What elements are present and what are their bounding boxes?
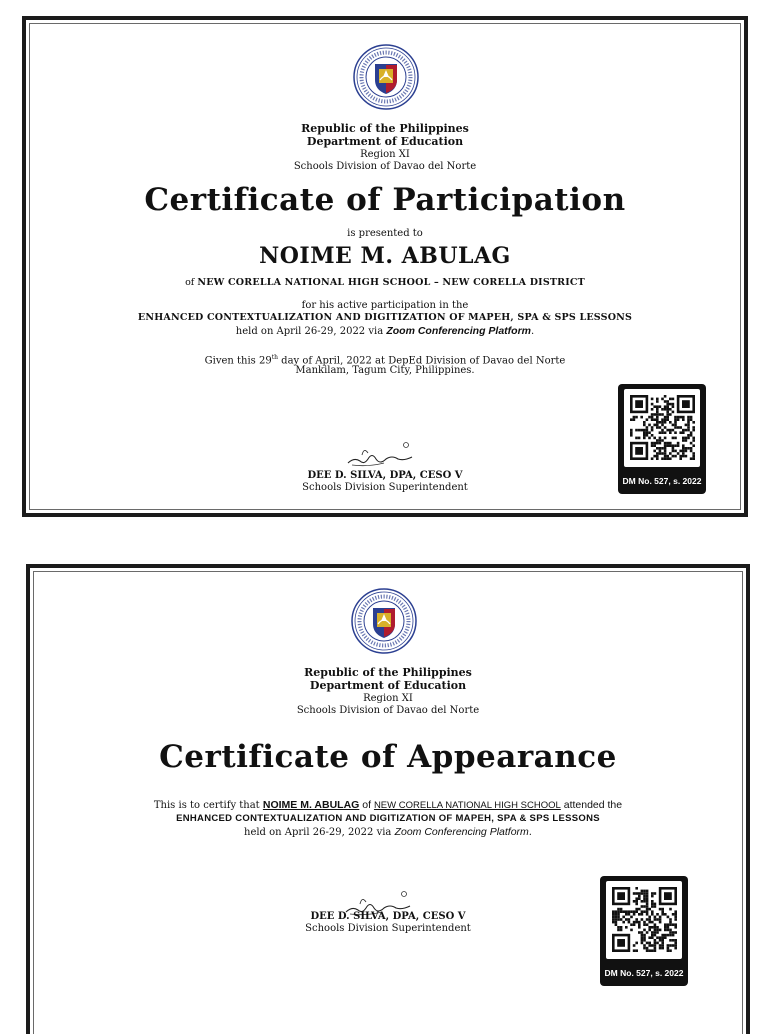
certify-prefix: This is to certify that [153,800,263,811]
school-line [26,276,744,289]
school-name: NEW CORELLA NATIONAL HIGH SCHOOL [373,800,561,811]
deped-seal-icon [353,44,419,110]
of-prefix: of [185,277,198,288]
held-suffix: . [531,326,535,337]
certify-line [30,799,746,812]
held-line [30,826,746,839]
held-prefix: held on April 26-29, 2022 via [244,827,395,838]
certificate-of-participation [22,16,748,517]
platform: Zoom Conferencing Platform [386,325,532,337]
held-suffix: . [528,827,532,838]
qr-code-block [600,876,688,986]
platform: Zoom Conferencing Platform [394,826,529,838]
given-suffix: day of April, 2022 at DepEd Division of Davao del Norte [278,355,566,367]
qr-code-icon [606,881,682,959]
signatory-title: Schools Division Superintendent [305,923,471,934]
signatory-title: Schools Division Superintendent [302,482,468,493]
certificate-title: Certificate of Appearance [159,739,617,775]
held-prefix: held on April 26-29, 2022 via [235,326,387,337]
dm-number-label: DM No. 527, s. 2022 [604,968,684,978]
given-prefix: Given this 29 [204,355,272,367]
school-name: NEW CORELLA NATIONAL HIGH SCHOOL – NEW CORELLA DISTRICT [197,277,585,288]
header-region: Region XI [360,149,410,160]
header-republic: Republic of the Philippines [304,666,472,679]
qr-code-block [618,384,706,494]
event-title: ENHANCED CONTEXTUALIZATION AND DIGITIZATION OF MAPEH, SPA & SPS LESSONS [137,312,633,323]
header-department: Department of Education [309,679,467,692]
of-word: of [359,799,374,811]
header-region: Region XI [363,693,413,704]
attended-text: attended the [560,799,623,811]
recipient-name: NOIME M. ABULAG [262,799,360,811]
held-line [26,325,744,338]
presented-text: is presented to [347,228,423,239]
signature-icon [344,437,416,471]
header-division: Schools Division of Davao del Norte [293,161,477,172]
signatory-name: DEE D. SILVA, DPA, CESO V [310,911,466,922]
location-line: Mankilam, Tagum City, Philippines. [295,365,475,376]
dm-number-label: DM No. 527, s. 2022 [622,476,702,486]
deped-seal-icon [351,588,417,654]
recipient-name: NOIME M. ABULAG [259,243,511,269]
certificate-of-appearance [26,564,750,1034]
certificate-title: Certificate of Participation [144,182,626,218]
qr-code-icon [624,389,700,467]
participation-line: for his active participation in the [301,300,469,311]
header-republic: Republic of the Philippines [301,122,469,135]
header-department: Department of Education [306,135,464,148]
header-division: Schools Division of Davao del Norte [296,705,480,716]
event-title: ENHANCED CONTEXTUALIZATION AND DIGITIZATION OF MAPEH, SPA & SPS LESSONS [176,813,600,824]
signatory-name: DEE D. SILVA, DPA, CESO V [307,470,463,481]
given-sup: th [271,354,278,361]
